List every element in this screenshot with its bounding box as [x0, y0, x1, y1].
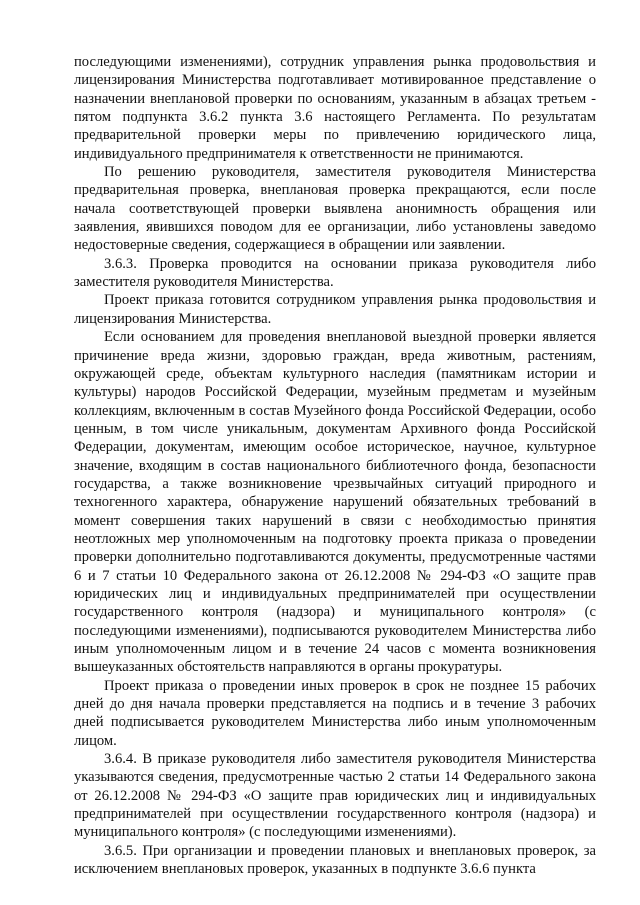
paragraph-3-6-4: 3.6.4. В приказе руководителя либо заместителя руководителя Министерства указываются сведения, предусмотренные частью 2 статьи 14 Федерального закона от 26.12.2008 № 294-ФЗ «О защите прав юридических лиц и индивидуальных предпринимателей при осуществлении государственного контроля (надзора) и муниципального контроля» (с последующими изменениями).	[74, 751, 596, 841]
paragraph-3-6-3: 3.6.3. Проверка проводится на основании приказа руководителя либо заместителя руководителя Министерства.	[74, 255, 596, 291]
paragraph-termination-rule: По решению руководителя, заместителя руководителя Министерства предварительная проверка, внеплановая проверка прекращаются, если после начала соответствующей проверки выявлена анонимность обращения или заявления, явившихся поводом для ее организации, либо установлены заведомо недостоверные сведения, содержащиеся в обращении или заявлении.	[74, 164, 596, 254]
paragraph-unscheduled-inspection-grounds: Если основанием для проведения внеплановой выездной проверки является причинение вреда жизни, здоровью граждан, вреда животным, растениям, окружающей среде, объектам культурного наследия (памятникам истории и культуры) народов Российской Федерации, музейным предметам и музейным коллекциям, включенным в состав Музейного фонда Российской Федерации, особо ценным, в том числе уникальным, документам Архивного фонда Российской Федерации, документам, имеющим особое историческое, научное, культурное значение, входящим в состав национального библиотечного фонда, безопасности государства, а также возникновение чрезвычайных ситуаций природного и техногенного характера, обнаружение нарушений обязательных требований в момент совершения таких нарушений в связи с необходимостью принятия неотложных мер уполномоченным на подготовку проекта приказа о проведении проверки дополнительно подготавливаются документы, предусмотренные частями 6 и 7 статьи 10 Федерального закона от 26.12.2008 № 294-ФЗ «О защите прав юридических лиц и индивидуальных предпринимателей при осуществлении государственного контроля (надзора) и муниципального контроля» (с последующими изменениями), подписываются руководителем Министерства либо иным уполномоченным лицом и в течение 24 часов с момента возникновения вышеуказанных обстоятельств направляются в органы прокуратуры.	[74, 329, 596, 676]
paragraph-order-draft: Проект приказа готовится сотрудником управления рынка продовольствия и лицензирования Министерства.	[74, 292, 596, 327]
paragraph-3-6-5: 3.6.5. При организации и проведении плановых и внеплановых проверок, за исключением внеплановых проверок, указанных в подпункте 3.6.6 пункта	[74, 842, 596, 878]
paragraph-other-inspections-order: Проект приказа о проведении иных проверок в срок не позднее 15 рабочих дней до дня начала проверки представляется на подпись и в течение 3 рабочих дней подписывается руководителем Министерства либо иным уполномоченным лицом.	[74, 677, 596, 749]
paragraph-continuation: последующими изменениями), сотрудник управления рынка продовольствия и лицензирования Министерства подготавливает мотивированное представление о назначении внеплановой проверки по основаниям, указанным в абзацах третьем - пятом подпункта 3.6.2 пункта 3.6 настоящего Регламента. По результатам предварительной проверки меры по привлечению юридического лица, индивидуального предпринимателя к ответственности не принимаются.	[74, 54, 596, 162]
document-body	[74, 53, 596, 878]
